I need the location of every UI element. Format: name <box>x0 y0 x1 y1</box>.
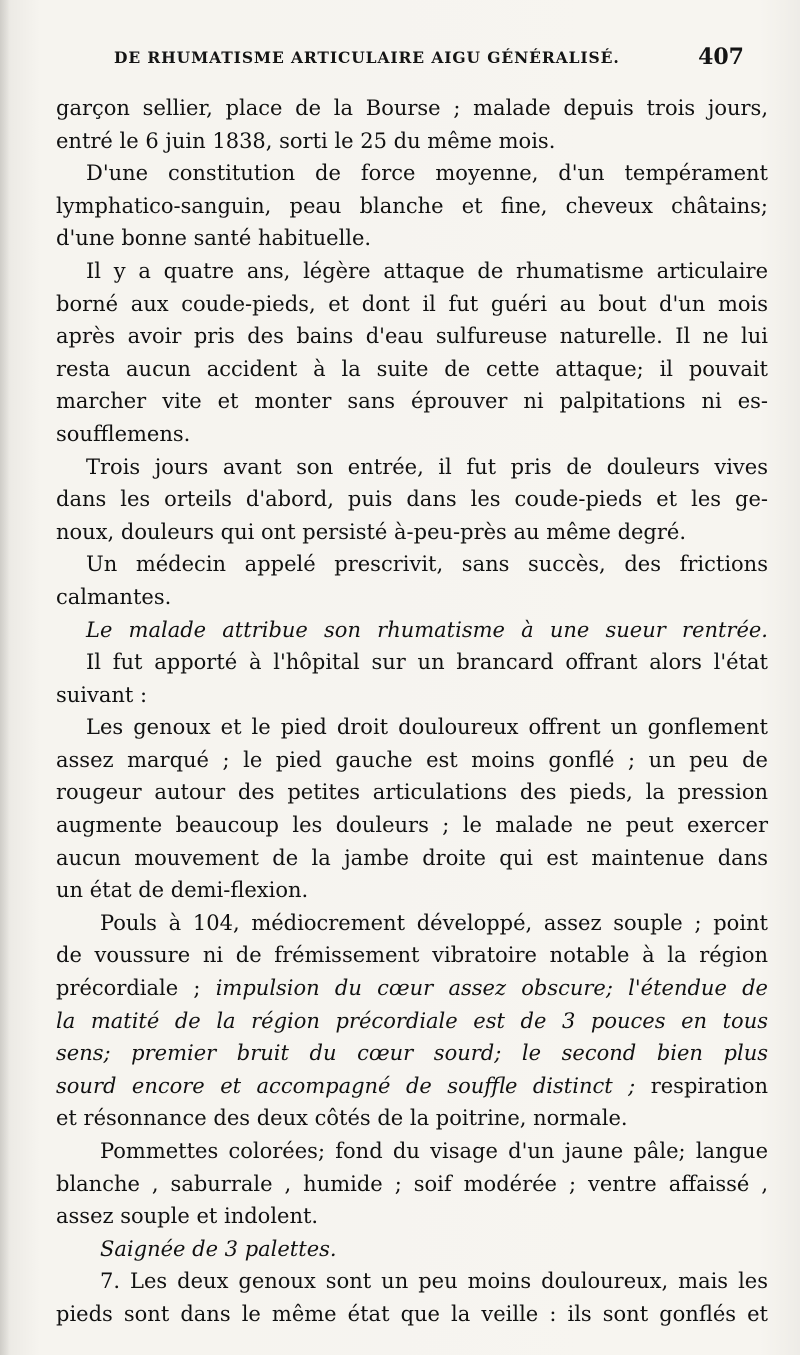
text-italic: sourd encore et accompagné de souffle distinct ; <box>56 1073 636 1098</box>
page-number: 407 <box>698 44 744 70</box>
text-line: Il fut apporté à l'hôpital sur un brancard offrant alors l'état <box>86 650 768 675</box>
text-roman: respiration <box>650 1073 768 1098</box>
text-line: augmente beaucoup les douleurs ; le malade ne peut exercer <box>56 813 768 838</box>
text-line: Pommettes colorées; fond du visage d'un jaune pâle; langue <box>100 1139 768 1163</box>
text-line: assez souple et indolent. <box>56 1204 319 1229</box>
running-head-title: DE RHUMATISME ARTICULAIRE AIGU GÉNÉRALISÉ. <box>114 48 620 67</box>
text-line: d'une bonne santé habituelle. <box>56 226 372 251</box>
page-spine-shadow <box>0 0 10 1355</box>
text-roman: précordiale ; <box>56 976 201 1001</box>
text-line: pieds sont dans le même état que la veille : ils sont gonflés et <box>56 1301 768 1326</box>
text-line: borné aux coude-pieds, et dont il fut guéri au bout d'un mois <box>56 291 768 316</box>
text-line: Un médecin appelé prescrivit, sans succès, des frictions <box>86 552 768 577</box>
text-line: Trois jours avant son entrée, il fut pris de douleurs vives <box>86 454 768 479</box>
text-line: marcher vite et monter sans éprouver ni palpitations ni es- <box>56 389 768 414</box>
text-line: la matité de la région précordiale est de 3 pouces en tous <box>56 1008 768 1033</box>
text-line: garçon sellier, place de la Bourse ; malade depuis trois jours, <box>56 96 768 120</box>
text-line-mixed <box>56 1070 768 1103</box>
text-line: assez marqué ; le pied gauche est moins gonflé ; un peu de <box>56 747 768 772</box>
text-line: et résonnance des deux côtés de la poitrine, normale. <box>56 1106 628 1131</box>
text-line: aucun mouvement de la jambe droite qui est maintenue dans <box>56 845 768 870</box>
text-line: Il y a quatre ans, légère attaque de rhumatisme articulaire <box>86 258 768 283</box>
text-italic: impulsion du cœur assez obscure; l'étendue de <box>215 976 768 1001</box>
text-line: Pouls à 104, médiocrement développé, assez souple ; point <box>100 910 768 935</box>
text-line: resta aucun accident à la suite de cette attaque; il pouvait <box>56 356 768 381</box>
running-head <box>54 44 754 74</box>
body-text <box>56 92 768 1331</box>
text-line: entré le 6 juin 1838, sorti le 25 du même mois. <box>56 128 556 153</box>
text-line: sens; premier bruit du cœur sourd; le second bien plus <box>56 1041 768 1066</box>
text-line: blanche , saburrale , humide ; soif modérée ; ventre affaissé , <box>56 1171 768 1196</box>
text-line: Les genoux et le pied droit douloureux offrent un gonflement <box>86 715 768 740</box>
text-line: de voussure ni de frémissement vibratoire notable à la région <box>56 943 768 968</box>
text-line: D'une constitution de force moyenne, d'un tempérament <box>86 161 768 186</box>
text-line-mixed <box>56 972 768 1005</box>
text-line: dans les orteils d'abord, puis dans les coude-pieds et les ge- <box>56 487 768 512</box>
text-line: Le malade attribue son rhumatisme à une sueur rentrée. <box>86 617 768 642</box>
text-line: 7. Les deux genoux sont un peu moins douloureux, mais les <box>100 1269 768 1294</box>
text-line: soufflemens. <box>56 421 191 446</box>
text-line: Saignée de 3 palettes. <box>100 1236 337 1261</box>
text-line: calmantes. <box>56 584 172 609</box>
text-line: lymphatico-sanguin, peau blanche et fine, cheveux châtains; <box>56 193 768 218</box>
text-line: noux, douleurs qui ont persisté à-peu-près au même degré. <box>56 519 687 544</box>
text-line: après avoir pris des bains d'eau sulfureuse naturelle. Il ne lui <box>56 324 768 349</box>
text-line: suivant : <box>56 682 148 707</box>
text-line: un état de demi-flexion. <box>56 878 309 903</box>
text-line: rougeur autour des petites articulations des pieds, la pression <box>56 780 768 805</box>
